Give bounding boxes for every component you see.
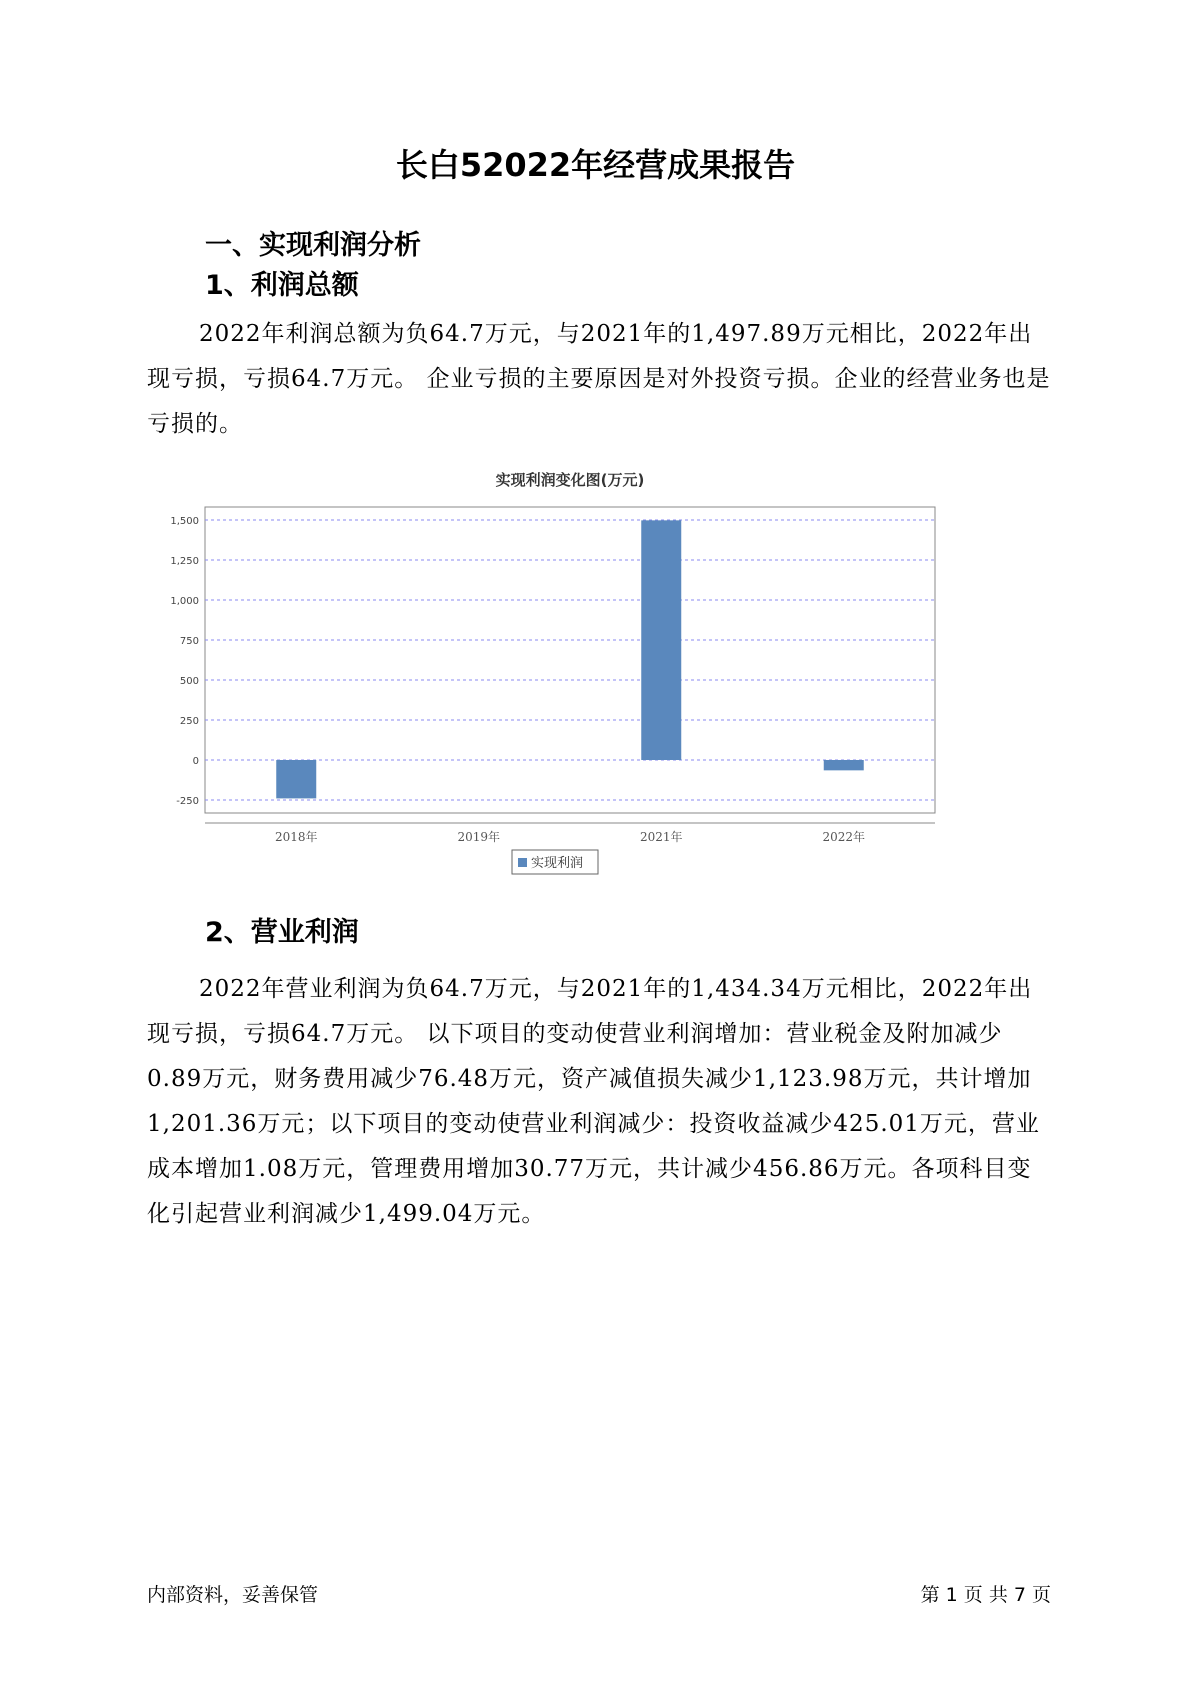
y-tick-label: 1,000 [170,596,199,607]
document-title: 长白52022年经营成果报告 [395,146,796,184]
bar [824,760,864,770]
y-tick-label: 750 [179,636,199,647]
x-tick-label: 2018年 [274,830,318,844]
y-tick-label: 1,500 [170,516,199,527]
legend-swatch [518,858,527,867]
paragraph-operating-profit: 2022年营业利润为负64.7万元，与2021年的1,434.34万元相比，2022年出现亏损，亏损64.7万元。 以下项目的变动使营业利润增加：营业税金及附加减少0.89万元，财务费用减少76.48万元，资产减值损失减少1,123.98万元，共计增加1,201.36万元；以下项目的变动使营业利润减少：投资收益减少425.01万元，营业成本增加1.08万元，管理费用增加30.77万元，共计减少456.86万元。各项科目变化引起营业利润减少1,499.04万元。 [147,976,1040,1227]
section-heading: 一、实现利润分析 [205,230,421,261]
bar [641,520,681,760]
x-tick-label: 2022年 [822,830,866,844]
y-tick-label: 250 [179,716,199,727]
bar [276,760,316,798]
y-tick-label: 1,250 [170,556,199,567]
y-tick-label: 0 [192,756,199,767]
y-tick-label: -250 [176,796,199,807]
footer-confidential-note: 内部资料，妥善保管 [147,1584,319,1606]
chart-title: 实现利润变化图(万元) [495,471,645,489]
legend-label: 实现利润 [531,856,584,871]
x-tick-label: 2019年 [457,830,501,844]
subsection-heading-operating-profit: 2、营业利润 [205,917,359,948]
subsection-heading-profit-total: 1、利润总额 [205,270,359,301]
profit-bar-chart [150,471,1020,955]
y-tick-label: 500 [179,676,199,687]
x-tick-label: 2021年 [639,830,683,844]
footer-page-number: 第 1 页 共 7 页 [920,1584,1051,1606]
paragraph-profit-total: 2022年利润总额为负64.7万元，与2021年的1,497.89万元相比，2022年出现亏损，亏损64.7万元。 企业亏损的主要原因是对外投资亏损。企业的经营业务也是亏损的。 [147,321,1051,437]
